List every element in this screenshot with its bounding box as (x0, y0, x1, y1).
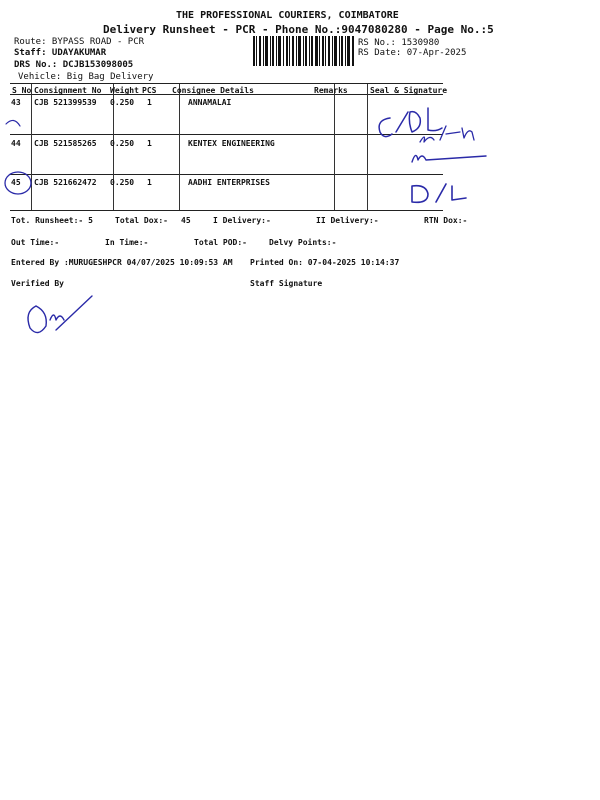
rtn-dox: RTN Dox:- (424, 216, 468, 225)
handwritten-dl (412, 184, 466, 202)
printed-on: Printed On: 07-04-2025 10:14:37 (250, 258, 400, 267)
out-time: Out Time:- (11, 238, 60, 247)
circle-mark (5, 172, 31, 194)
col-header-sno: S No (12, 86, 32, 95)
row-weight: 0.250 (110, 98, 135, 107)
col-header-consignee: Consignee Details (172, 86, 254, 95)
verifier-signature (28, 296, 92, 333)
col-header-consignment: Consignment No (34, 86, 102, 95)
entered-by: Entered By :MURUGESHPCR 04/07/2025 10:09:53 AM (11, 258, 233, 267)
handwritten-cdl (379, 108, 442, 137)
row-pcs: 1 (147, 139, 152, 148)
row-consignee: AADHI ENTERPRISES (188, 178, 270, 187)
row-consignment-no: CJB 521585265 (34, 139, 97, 148)
tot-runsheet: Tot. Runsheet:- 5 (11, 216, 93, 225)
staff-signature: Staff Signature (250, 279, 323, 288)
row-sno: 43 (11, 98, 21, 107)
row-consignment-no: CJB 521662472 (34, 178, 97, 187)
col-header-remarks: Remarks (314, 86, 348, 95)
in-time: In Time:- (105, 238, 149, 247)
staff-label: Staff: UDAYAKUMAR (14, 48, 107, 58)
tick-mark (6, 120, 20, 126)
col-header-signature: Seal & Signature (370, 86, 448, 95)
row-pcs: 1 (147, 178, 152, 187)
i-delivery: I Delivery:- (213, 216, 271, 225)
col-header-weight: Weight (110, 86, 139, 95)
row-weight: 0.250 (110, 178, 135, 187)
row-sno: 44 (11, 139, 21, 148)
handwritten-squiggle (412, 155, 486, 162)
drs-number: DRS No.: DCJB153098005 (14, 60, 134, 70)
row-consignee: KENTEX ENGINEERING (188, 139, 275, 148)
route-label: Route: BYPASS ROAD - PCR (14, 37, 145, 47)
row-sno: 45 (11, 178, 21, 187)
row-weight: 0.250 (110, 139, 135, 148)
row-pcs: 1 (147, 98, 152, 107)
total-dox-value: 45 (181, 216, 191, 225)
runsheet-title: Delivery Runsheet - PCR - Phone No.:9047080280 - Page No.:5 (103, 23, 494, 36)
delvy-points: Delvy Points:- (269, 238, 337, 247)
row-consignee: ANNAMALAI (188, 98, 232, 107)
row-consignment-no: CJB 521399539 (34, 98, 97, 107)
ii-delivery: II Delivery:- (316, 216, 379, 225)
rs-date: RS Date: 07-Apr-2025 (358, 48, 467, 58)
company-name: THE PROFESSIONAL COURIERS, COIMBATORE (176, 10, 399, 21)
col-header-pcs: PCS (142, 86, 157, 95)
total-pod: Total POD:- (194, 238, 247, 247)
vehicle-label: Vehicle: Big Bag Delivery (18, 72, 154, 82)
verified-by: Verified By (11, 279, 64, 288)
total-dox-label: Total Dox:- (115, 216, 168, 225)
rs-number: RS No.: 1530980 (358, 38, 440, 48)
